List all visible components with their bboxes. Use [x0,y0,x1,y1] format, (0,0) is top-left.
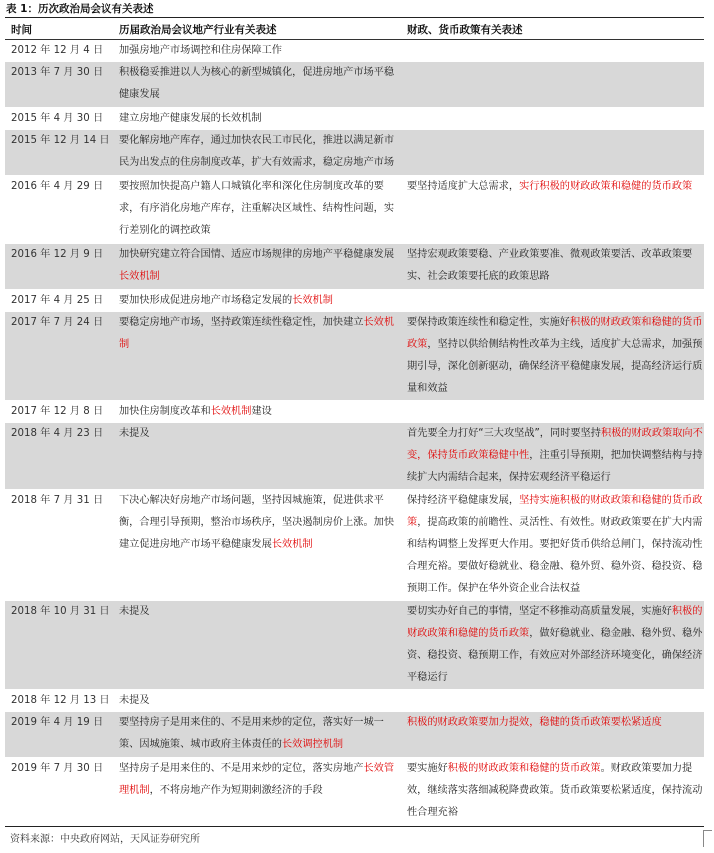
top-rule [5,17,704,18]
policy-cell [407,601,703,689]
text-segment: 要化解房地产库存，通过加快农民工市民化，推进以满足新市民为出发点的住房制度改革，扩大有效需求，稳定房地产市场 [119,135,395,168]
table-row [5,108,704,130]
property-cell [119,401,397,423]
property-cell [119,601,397,623]
table-row [5,712,704,758]
policy-cell [407,244,703,288]
text-segment: 首先要全力打好“三大攻坚战”，同时要坚持 [407,428,601,439]
time-cell: 2017 年 12 月 8 日 [11,406,104,417]
text-segment: 加快住房制度改革和 [119,406,211,417]
highlight-text: 积极的财政政策和稳健的货币政策 [447,763,601,774]
text-segment: ，提高政策的前瞻性、灵活性、有效性。财政政策要在扩大内需和结构调整上发挥更大作用。要把好货币供给总闸门，保持流动性合理充裕。要做好稳就业、稳金融、稳外贸、稳外资、稳投资、稳预期工作。保护在华外资企业合法权益 [407,517,703,594]
property-cell [119,130,397,174]
header-policy: 财政、货币政策有关表述 [407,24,523,36]
property-cell [119,244,397,288]
text-segment: 要坚持房子是用来住的、不是用来炒的定位，落实好一城一策、因城施策、城市政府主体责任的 [119,717,384,750]
policy-cell [407,423,703,489]
table-row [5,601,704,690]
property-cell [119,312,397,356]
time-cell: 2017 年 7 月 24 日 [11,317,104,328]
bottom-rule [5,826,704,827]
table-row [5,40,704,62]
highlight-text: 长效机制 [119,317,395,350]
highlight-text: 积极的财政政策取向不变，保持货币政策稳健中性 [407,428,703,461]
source-note: 资料来源：中央政府网站，天风证券研究所 [10,834,200,845]
table-row [5,62,704,108]
highlight-text: 长效机制 [271,539,313,550]
time-cell: 2018 年 4 月 23 日 [11,428,104,439]
text-segment: ，注重引导预期，把加快调整结构与持续扩大内需结合起来，保持宏观经济平稳运行 [407,450,703,483]
table-row [5,758,704,819]
corner-mark [703,830,712,847]
table-row [5,176,704,244]
time-cell: 2015 年 4 月 30 日 [11,113,104,124]
table-row [5,690,704,712]
table-row [5,130,704,176]
property-cell [119,108,397,130]
time-cell: 2018 年 10 月 31 日 [11,606,110,617]
text-segment: 坚持宏观政策要稳、产业政策要准、微观政策要活、改革政策要实、社会政策要托底的政策思路 [407,249,693,282]
policy-cell [407,490,703,600]
text-segment: 建立房地产健康发展的长效机制 [119,113,262,124]
policy-cell [407,712,703,734]
time-cell: 2016 年 12 月 9 日 [11,249,104,260]
text-segment: 要实施好 [407,763,448,774]
text-segment: 要加快形成促进房地产市场稳定发展的 [119,295,293,306]
text-segment: ，不将房地产作为短期刺激经济的手段 [149,785,323,796]
property-cell [119,690,397,712]
highlight-text: 实行积极的财政政策和稳健的货币政策 [519,181,693,192]
text-segment: 要按照加快提高户籍人口城镇化率和深化住房制度改革的要求，有序消化房地产库存，注重解决区域性、结构性问题，实行差别化的调控政策 [119,181,395,236]
time-cell: 2016 年 4 月 29 日 [11,181,104,192]
text-segment: 保持经济平稳健康发展， [407,495,520,506]
highlight-text: 长效机制 [210,406,252,417]
highlight-text: 积极的财政政策和稳健的货币政策 [407,606,703,639]
policy-cell [407,758,703,824]
text-segment: 未提及 [119,606,150,617]
table-row [5,401,704,423]
table-title: 表 1：历次政治局会议有关表述 [6,3,154,15]
header-property: 历届政治局会议地产行业有关表述 [119,24,277,36]
policy-cell [407,312,703,400]
time-cell: 2018 年 7 月 31 日 [11,495,104,506]
highlight-text: 积极的财政政策要加力提效，稳健的货币政策要松紧适度 [407,717,662,728]
table-row [5,244,704,290]
text-segment: 加强房地产市场调控和住房保障工作 [119,45,282,56]
table-body [5,40,704,819]
time-cell: 2015 年 12 月 14 日 [11,135,110,146]
property-cell [119,290,397,312]
time-cell: 2019 年 4 月 19 日 [11,717,104,728]
text-segment: 要切实办好自己的事情，坚定不移推动高质量发展，实施好 [407,606,672,617]
table-row [5,490,704,601]
policy-cell [407,176,703,198]
text-segment: ，坚持以供给侧结构性改革为主线，适度扩大总需求，加强预期引导，深化创新驱动，确保经济平稳健康发展，提高经济运行质量和效益 [407,339,703,394]
highlight-text: 长效调控机制 [282,739,344,750]
text-segment: 未提及 [119,695,150,706]
time-cell: 2018 年 12 月 13 日 [11,695,110,706]
property-cell [119,423,397,445]
time-cell: 2017 年 4 月 25 日 [11,295,104,306]
table-row [5,423,704,490]
text-segment: 下决心解决好房地产市场问题，坚持因城施策，促进供求平衡，合理引导预期，整治市场秩序，坚决遏制房价上涨。加快建立促进房地产市场平稳健康发展 [119,495,395,550]
text-segment: 要保持政策连续性和稳定性，实施好 [407,317,570,328]
text-segment: 加快研究建立符合国情、适应市场规律的房地产平稳健康发展 [119,249,395,260]
time-cell: 2012 年 12 月 4 日 [11,45,104,56]
text-segment: ，做好稳就业、稳金融、稳外贸、稳外资、稳投资、稳预期工作，有效应对外部经济环境变化，确保经济平稳运行 [407,628,703,683]
table-row [5,290,704,312]
text-segment: 。财政政策要加力提效，继续落实落细减税降费政策。货币政策要松紧适度，保持流动性合理充裕 [407,763,703,818]
highlight-text: 长效机制 [292,295,333,306]
header-time: 时间 [11,24,32,36]
property-cell [119,62,397,106]
table-row [5,312,704,401]
highlight-text: 积极的财政政策和稳健的货币政策 [407,317,703,350]
highlight-text: 长效管理机制 [119,763,395,796]
property-cell [119,758,397,802]
property-cell [119,712,397,756]
time-cell: 2013 年 7 月 30 日 [11,67,104,78]
text-segment: 建设 [251,406,272,417]
text-segment: 要稳定房地产市场，坚持政策连续性稳定性，加快建立 [119,317,364,328]
highlight-text: 长效机制 [119,271,160,282]
text-segment: 坚持房子是用来住的、不是用来炒的定位，落实房地产 [119,763,364,774]
text-segment: 积极稳妥推进以人为核心的新型城镇化，促进房地产市场平稳健康发展 [119,67,395,100]
text-segment: 要坚持适度扩大总需求， [407,181,520,192]
property-cell [119,176,397,242]
text-segment: 未提及 [119,428,150,439]
highlight-text: 坚持实施积极的财政政策和稳健的货币政策 [407,495,703,528]
property-cell [119,490,397,556]
time-cell: 2019 年 7 月 30 日 [11,763,104,774]
property-cell [119,40,397,62]
